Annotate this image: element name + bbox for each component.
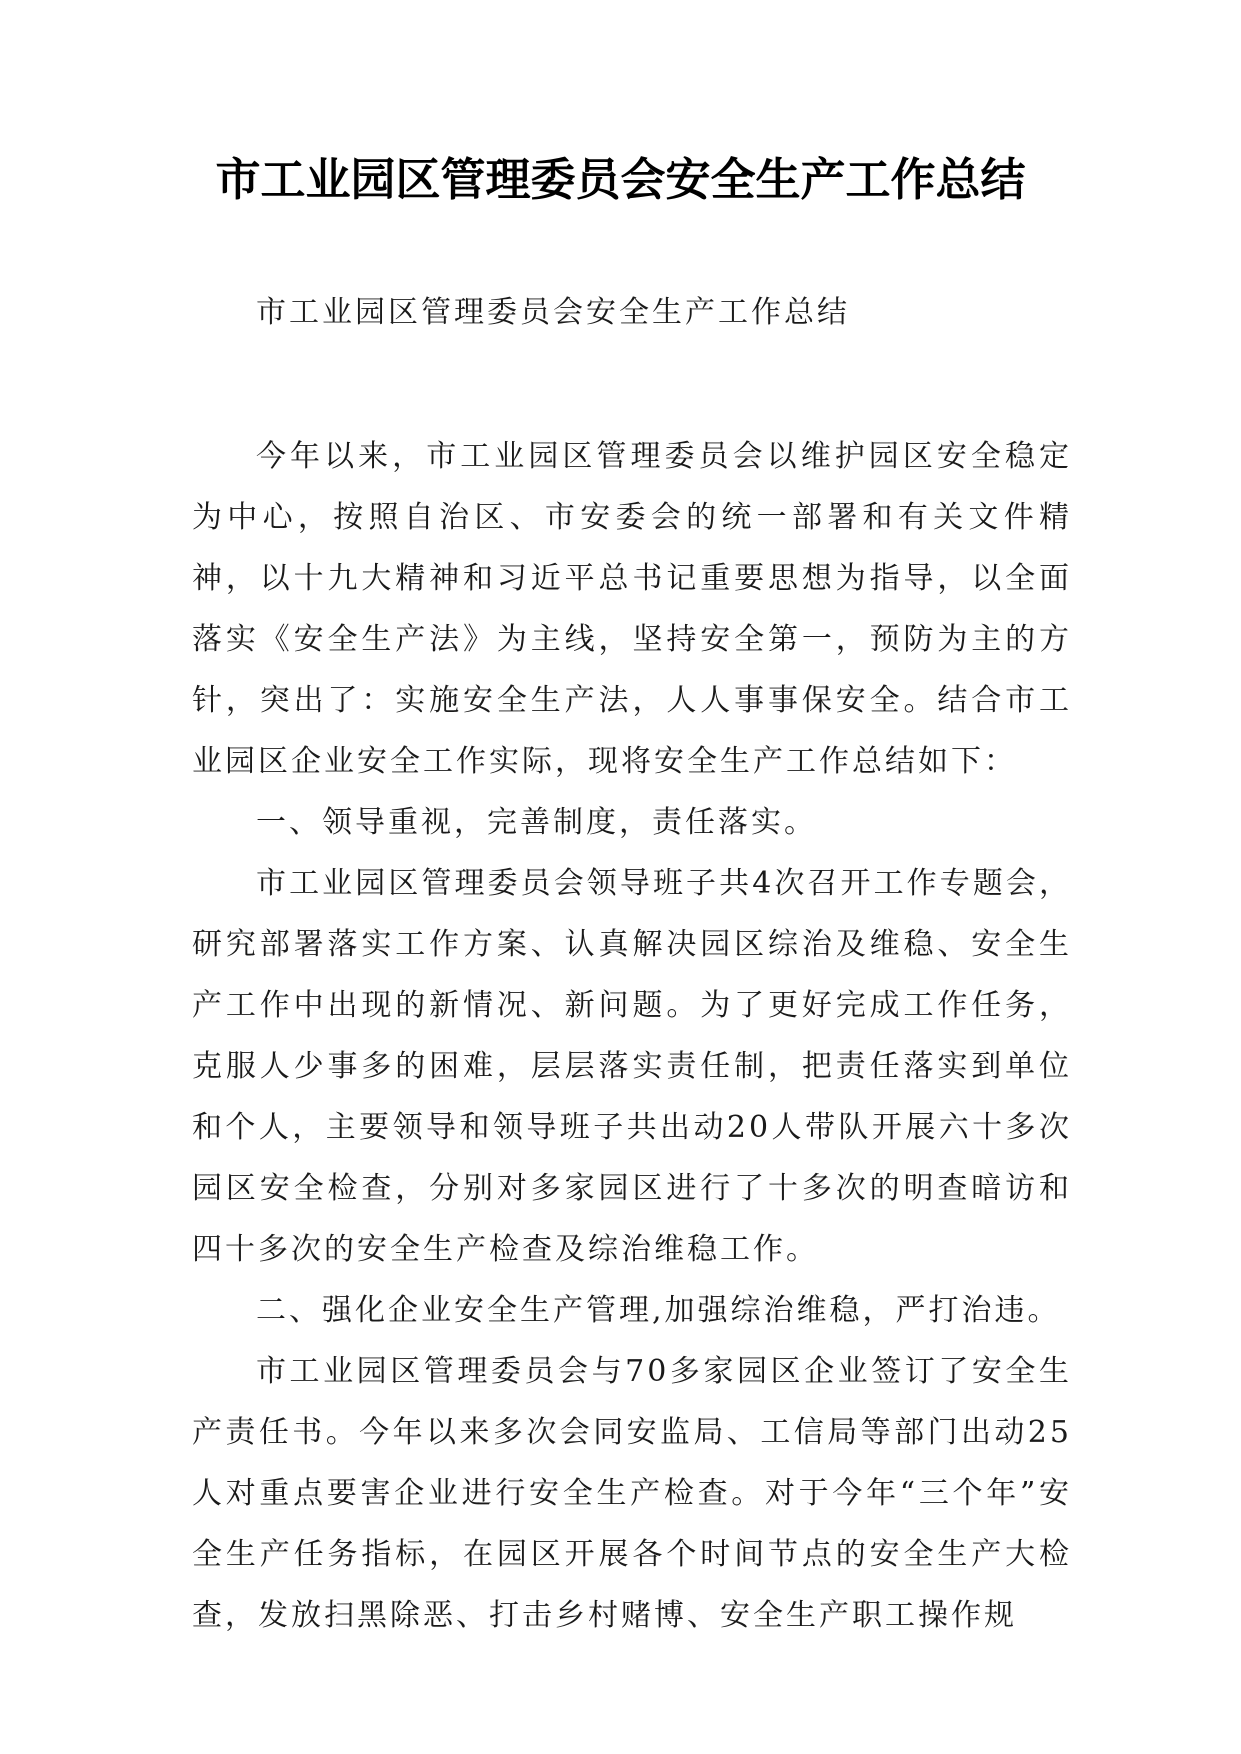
document-title: 市工业园区管理委员会安全生产工作总结 [215,153,1026,206]
intro-paragraph: 今年以来，市工业园区管理委员会以维护园区安全稳定为中心，按照自治区、市安委会的统一部署和有关文件精神，以十九大精神和习近平总书记重要思想为指导，以全面落实《安全生产法》为主线，坚持安全第一，预防为主的方针，突出了：实施安全生产法，人人事事保安全。结合市工业园区企业安全工作实际，现将安全生产工作总结如下： [192,439,1072,779]
section-heading-2: 二、强化企业安全生产管理,加强综治维稳，严打治违。 [256,1293,1061,1328]
section-1-paragraph: 市工业园区管理委员会领导班子共4次召开工作专题会，研究部署落实工作方案、认真解决园区综治及维稳、安全生产工作中出现的新情况、新问题。为了更好完成工作任务，克服人少事多的困难，层层落实责任制，把责任落实到单位和个人，主要领导和领导班子共出动20人带队开展六十多次园区安全检查，分别对多家园区进行了十多次的明查暗访和四十多次的安全生产检查及综治维稳工作。 [192,866,1072,1267]
document-body [192,283,1072,1646]
document-subtitle: 市工业园区管理委员会安全生产工作总结 [256,295,850,330]
section-2-paragraph: 市工业园区管理委员会与70多家园区企业签订了安全生产责任书。今年以来多次会同安监局、工信局等部门出动25人对重点要害企业进行安全生产检查。对于今年“三个年”安全生产任务指标，在园区开展各个时间节点的安全生产大检查，发放扫黑除恶、打击乡村赌博、安全生产职工操作规 [192,1354,1072,1633]
section-heading-1: 一、领导重视，完善制度，责任落实。 [256,805,817,840]
